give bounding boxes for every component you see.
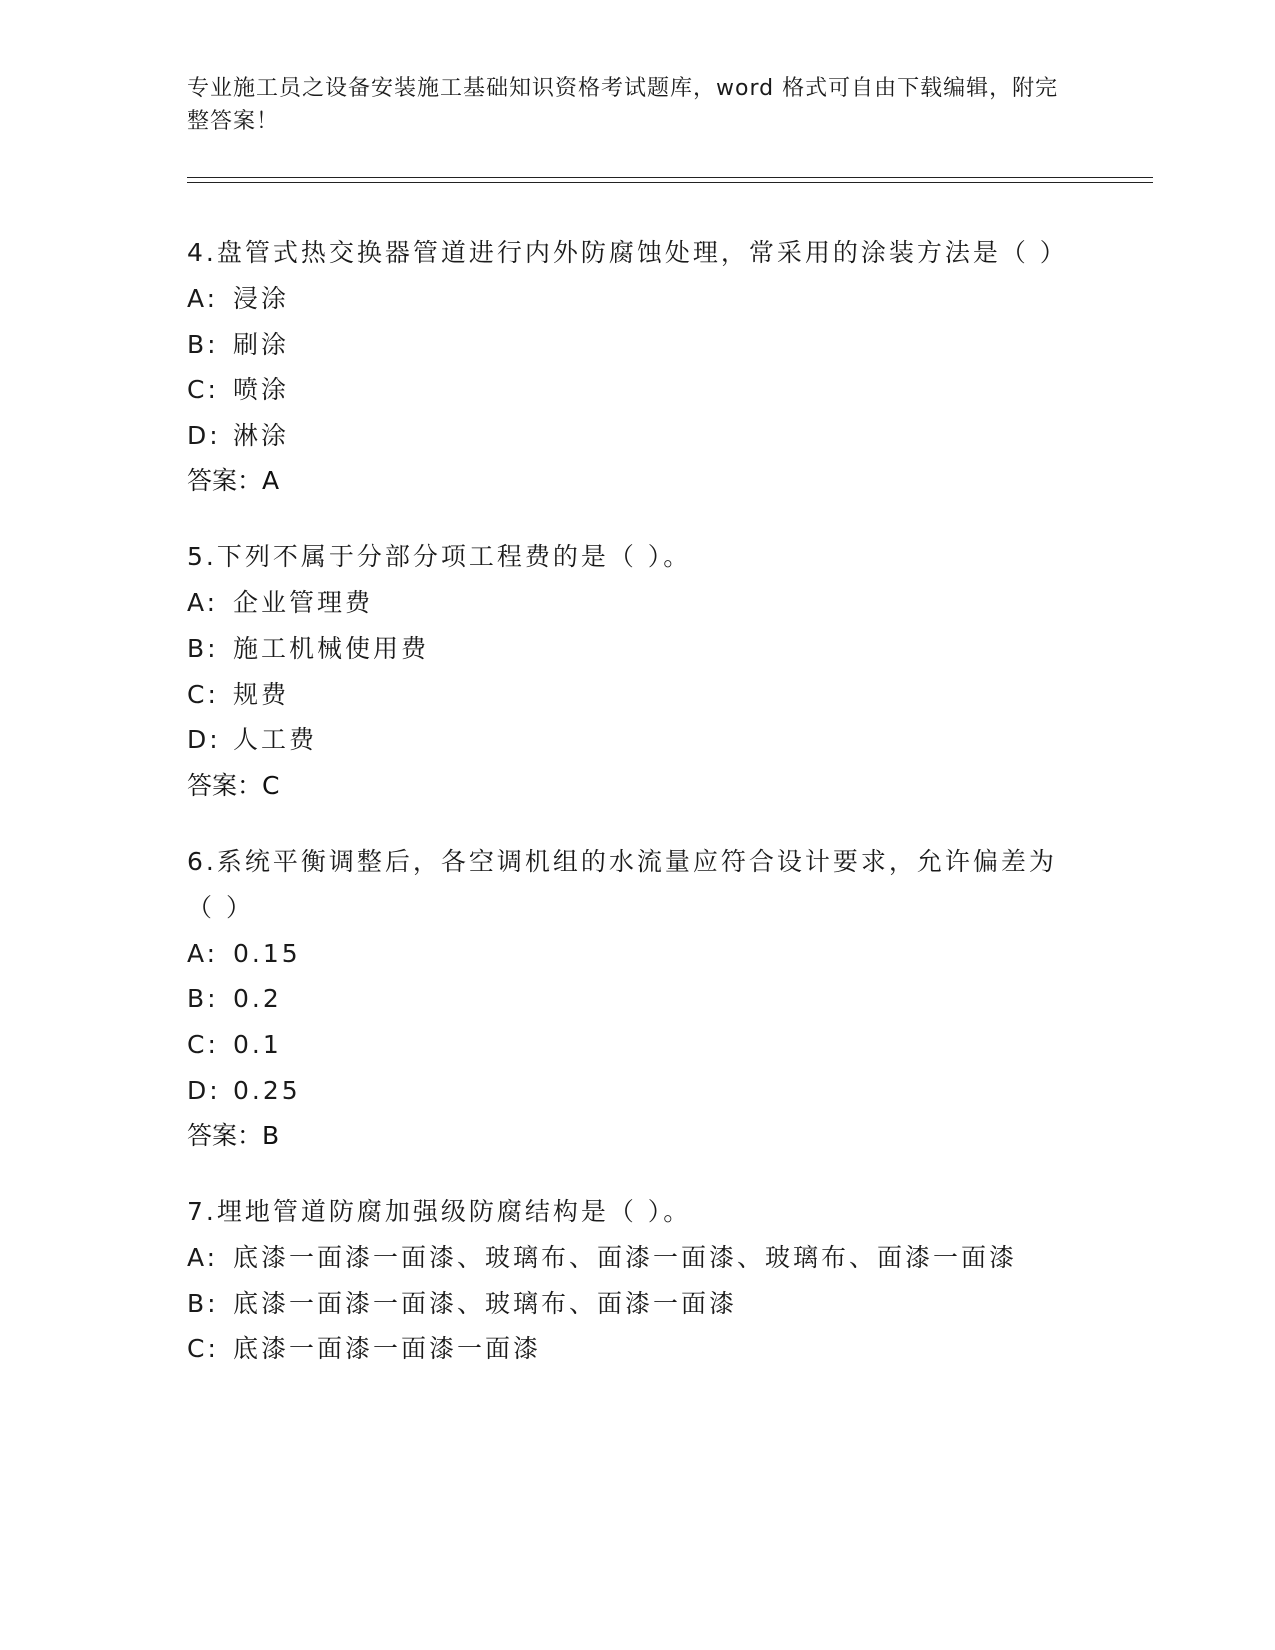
option-text: 浸涂 bbox=[233, 284, 290, 313]
document-header bbox=[187, 72, 1067, 138]
option-c bbox=[187, 1326, 1067, 1372]
answer-line: 答案：C bbox=[187, 770, 280, 800]
option-letter: B: bbox=[187, 1288, 219, 1318]
option-text: 0.25 bbox=[233, 1075, 301, 1105]
option-c bbox=[187, 367, 1067, 413]
question-4 bbox=[187, 230, 1067, 504]
option-letter: B: bbox=[187, 984, 219, 1014]
option-letter: C: bbox=[187, 1029, 219, 1059]
option-c bbox=[187, 1022, 1067, 1068]
answer-line: 答案：B bbox=[187, 1121, 280, 1151]
option-text: 0.15 bbox=[233, 938, 301, 968]
option-a bbox=[187, 276, 1067, 322]
option-b bbox=[187, 1281, 1067, 1327]
option-letter: A: bbox=[187, 588, 219, 618]
option-c bbox=[187, 672, 1067, 718]
question-stem: 6.系统平衡调整后，各空调机组的水流量应符合设计要求，允许偏差为（ ） bbox=[187, 846, 1057, 922]
option-letter: A: bbox=[187, 938, 219, 968]
option-text: 底漆一面漆一面漆、玻璃布、面漆一面漆、玻璃布、面漆一面漆 bbox=[233, 1243, 1018, 1273]
option-b bbox=[187, 626, 1067, 672]
option-a bbox=[187, 580, 1067, 626]
question-list bbox=[187, 230, 1067, 1402]
question-stem: 4.盘管式热交换器管道进行内外防腐蚀处理，常采用的涂装方法是（ ） bbox=[187, 238, 1068, 267]
option-letter: B: bbox=[187, 329, 219, 359]
option-text: 淋涂 bbox=[233, 420, 290, 450]
option-b bbox=[187, 976, 1067, 1022]
option-text: 规费 bbox=[233, 679, 290, 709]
option-text: 喷涂 bbox=[233, 375, 290, 405]
option-a bbox=[187, 1235, 1067, 1281]
option-d bbox=[187, 1068, 1067, 1114]
option-text: 刷涂 bbox=[233, 329, 290, 359]
question-5 bbox=[187, 534, 1067, 808]
option-letter: A: bbox=[187, 284, 219, 313]
question-6 bbox=[187, 839, 1067, 1159]
option-d bbox=[187, 413, 1067, 459]
option-text: 0.1 bbox=[233, 1029, 282, 1059]
option-letter: D: bbox=[187, 420, 221, 450]
header-text: 专业施工员之设备安装施工基础知识资格考试题库，word 格式可自由下载编辑，附完整答案！ bbox=[187, 76, 1059, 134]
option-a bbox=[187, 931, 1067, 977]
option-text: 底漆一面漆一面漆、玻璃布、面漆一面漆 bbox=[233, 1288, 738, 1318]
option-text: 底漆一面漆一面漆一面漆 bbox=[233, 1334, 542, 1364]
option-letter: D: bbox=[187, 725, 221, 755]
option-text: 人工费 bbox=[233, 725, 318, 755]
question-7 bbox=[187, 1189, 1067, 1372]
option-text: 施工机械使用费 bbox=[233, 633, 430, 663]
option-letter: C: bbox=[187, 1334, 219, 1364]
question-stem: 7.埋地管道防腐加强级防腐结构是（ ）。 bbox=[187, 1197, 692, 1227]
question-stem: 5.下列不属于分部分项工程费的是（ ）。 bbox=[187, 542, 692, 572]
option-letter: B: bbox=[187, 633, 219, 663]
option-letter: C: bbox=[187, 375, 219, 405]
option-text: 0.2 bbox=[233, 984, 282, 1014]
option-b bbox=[187, 322, 1067, 368]
answer-line: 答案：A bbox=[187, 466, 280, 496]
header-divider bbox=[187, 177, 1153, 183]
option-letter: D: bbox=[187, 1075, 221, 1105]
option-text: 企业管理费 bbox=[233, 588, 374, 618]
option-letter: C: bbox=[187, 679, 219, 709]
option-d bbox=[187, 717, 1067, 763]
option-letter: A: bbox=[187, 1243, 219, 1273]
